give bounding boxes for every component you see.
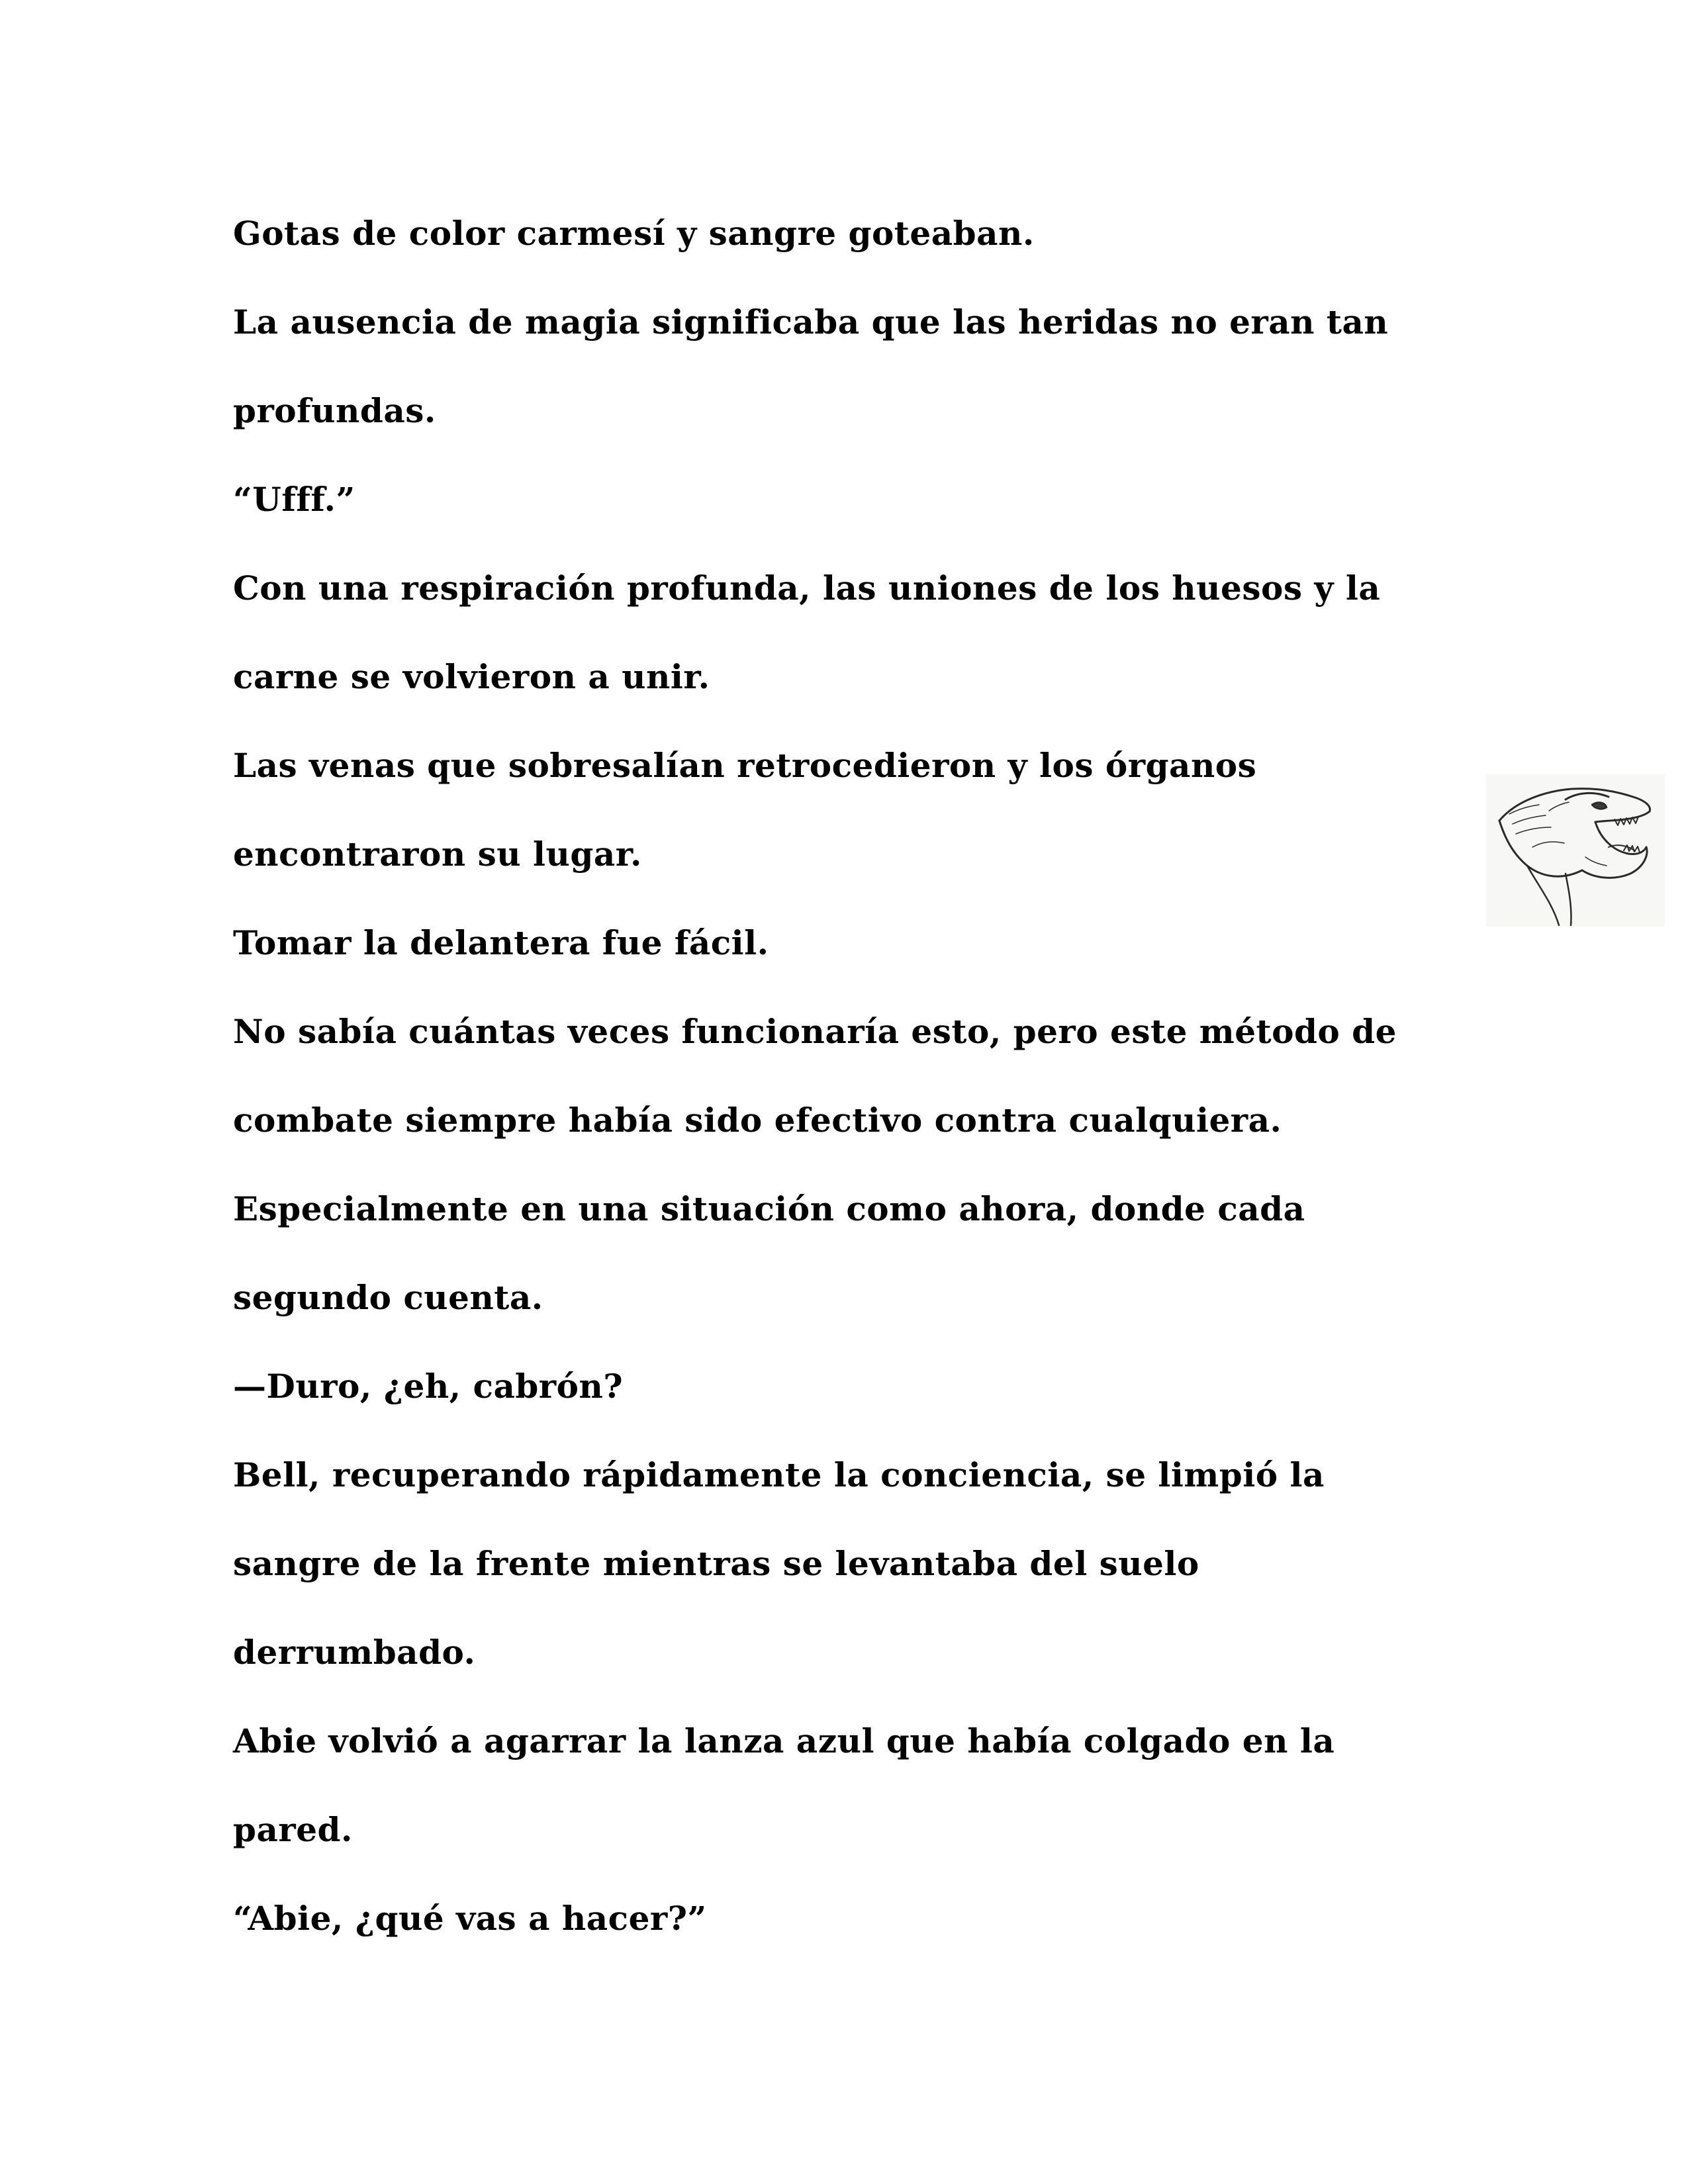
text-line: Tomar la delantera fue fácil. bbox=[233, 923, 769, 962]
text-line: sangre de la frente mientras se levantaba del suelo bbox=[233, 1544, 1199, 1583]
text-line: “Ufff.” bbox=[233, 480, 355, 519]
text-line: derrumbado. bbox=[233, 1633, 476, 1672]
text-line: La ausencia de magia significaba que las heridas no eran tan bbox=[233, 302, 1389, 341]
text-line: combate siempre había sido efectivo contra cualquiera. bbox=[233, 1101, 1282, 1140]
text-line: —Duro, ¿eh, cabrón? bbox=[233, 1367, 624, 1406]
text-line: Las venas que sobresalían retrocedieron y los órganos bbox=[233, 746, 1257, 785]
text-line: “Abie, ¿qué vas a hacer?” bbox=[233, 1899, 707, 1938]
text-line: Bell, recuperando rápidamente la conciencia, se limpió la bbox=[233, 1455, 1325, 1494]
text-line: encontraron su lugar. bbox=[233, 835, 642, 874]
text-line: No sabía cuántas veces funcionaría esto, pero este método de bbox=[233, 1012, 1397, 1051]
text-line: Especialmente en una situación como ahora, donde cada bbox=[233, 1189, 1305, 1228]
dinosaur-head-sketch-icon bbox=[1486, 774, 1665, 927]
body-text bbox=[233, 189, 1491, 1963]
text-line: carne se volvieron a unir. bbox=[233, 657, 710, 696]
text-line: Con una respiración profunda, las uniones de los huesos y la bbox=[233, 569, 1381, 608]
text-line: pared. bbox=[233, 1810, 353, 1849]
text-line: segundo cuenta. bbox=[233, 1278, 543, 1317]
text-line: profundas. bbox=[233, 391, 436, 430]
text-line: Abie volvió a agarrar la lanza azul que había colgado en la bbox=[233, 1721, 1335, 1760]
text-line: Gotas de color carmesí y sangre goteaban. bbox=[233, 214, 1035, 253]
